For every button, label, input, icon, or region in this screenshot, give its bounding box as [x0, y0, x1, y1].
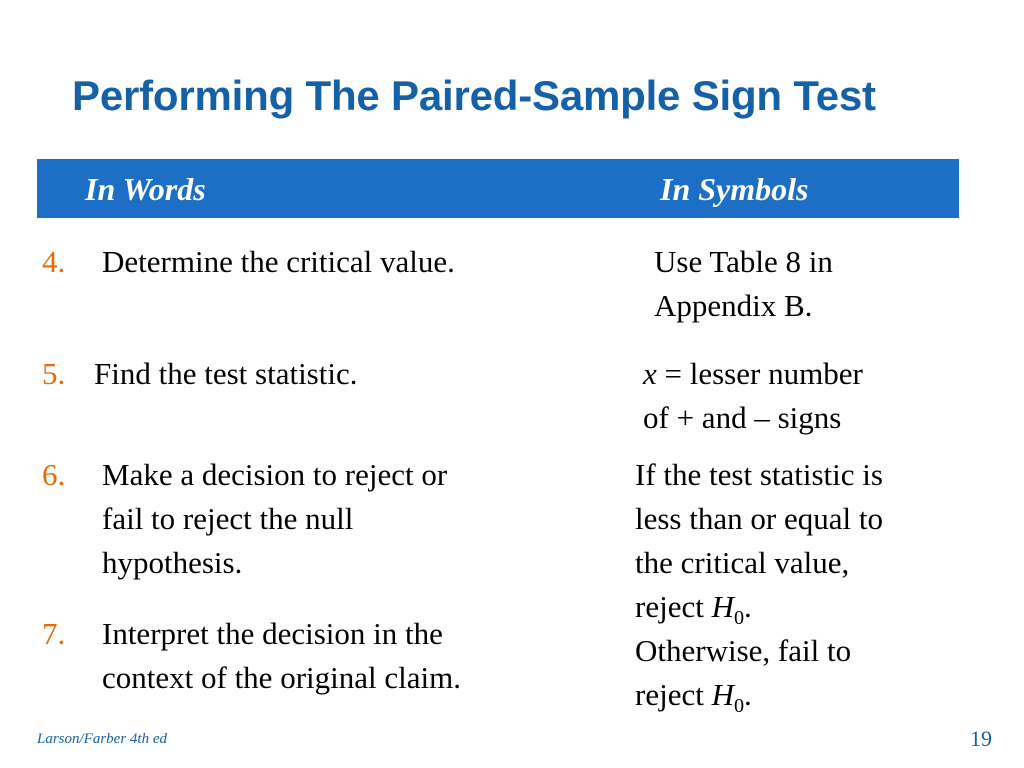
- step-5-text: Find the test statistic.: [94, 356, 358, 391]
- step-6-number: 6.: [42, 457, 66, 492]
- null-hypothesis-h-2: H: [711, 677, 734, 712]
- lesser-number-text: = lesser number: [656, 356, 863, 391]
- decision-rule-line-1: If the test statistic is: [635, 457, 883, 492]
- decision-rule-line-6: [635, 673, 883, 717]
- step-7-number: 7.: [42, 616, 66, 651]
- step-7-text: [102, 612, 461, 700]
- step-4-number: 4.: [42, 244, 66, 279]
- footer-source: Larson/Farber 4th ed: [37, 731, 168, 747]
- decision-rule-line-2: less than or equal to: [635, 501, 883, 536]
- step-4-symbols-line-2: Appendix B.: [654, 288, 813, 323]
- step-5-number: 5.: [42, 356, 66, 391]
- step-4-text: Determine the critical value.: [102, 244, 455, 279]
- period-2: .: [744, 677, 752, 712]
- step-4-symbols-line-1: Use Table 8 in: [654, 244, 833, 279]
- variable-x: x: [643, 356, 657, 391]
- step-5-symbols: [643, 352, 863, 440]
- slide-title: Performing The Paired-Sample Sign Test: [72, 72, 876, 119]
- step-7-line-2: context of the original claim.: [102, 660, 461, 695]
- step-7-line-1: Interpret the decision in the: [102, 616, 443, 651]
- decision-rule-line-3: the critical value,: [635, 545, 850, 580]
- step-6-line-1: Make a decision to reject or: [102, 457, 448, 492]
- step-5-symbols-line-2: of + and – signs: [643, 400, 842, 435]
- step-4-symbols: [654, 240, 833, 328]
- null-hypothesis-h: H: [711, 589, 734, 624]
- step-5-symbols-line-1: [643, 352, 863, 396]
- header-in-symbols: In Symbols: [660, 171, 809, 207]
- step-6-line-3: hypothesis.: [102, 545, 243, 580]
- null-hypothesis-sub-2: 0: [733, 695, 745, 718]
- table-header-bar: [37, 159, 959, 218]
- reject-text: reject: [635, 589, 712, 624]
- decision-rule: [635, 453, 883, 717]
- period: .: [744, 589, 752, 624]
- reject-text-2: reject: [635, 677, 712, 712]
- step-6-line-2: fail to reject the null: [102, 501, 354, 536]
- header-in-words: In Words: [85, 171, 206, 207]
- step-6-text: [102, 453, 447, 585]
- decision-rule-line-5: Otherwise, fail to: [635, 633, 852, 668]
- page-number: 19: [970, 726, 992, 751]
- decision-rule-line-4: [635, 585, 883, 629]
- null-hypothesis-sub: 0: [733, 607, 745, 630]
